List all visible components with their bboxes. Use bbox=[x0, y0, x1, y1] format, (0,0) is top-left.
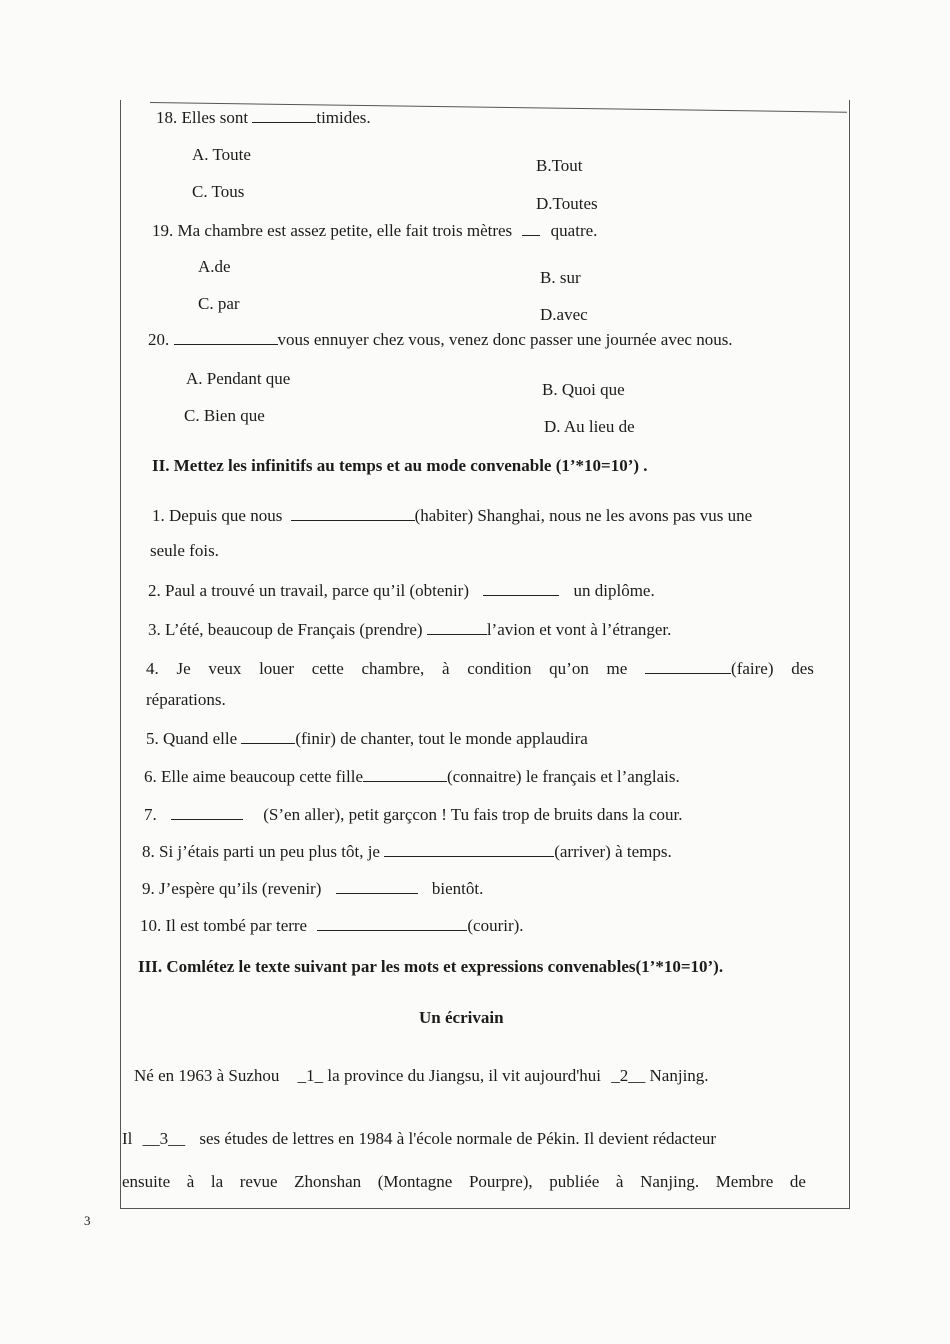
q20-option-c[interactable]: C. Bien que bbox=[184, 406, 265, 425]
q20-text-after: vous ennuyer chez vous, venez donc passer une journée avec nous. bbox=[277, 330, 733, 349]
q19-text-after: quatre. bbox=[550, 221, 598, 240]
q19-option-b[interactable]: B. sur bbox=[540, 268, 581, 287]
q18-text-before: Elles sont bbox=[181, 108, 249, 127]
q20-number: 20. bbox=[148, 330, 170, 349]
s2-item-1-cont: seule fois. bbox=[150, 541, 219, 560]
s2-item-2 bbox=[148, 581, 655, 601]
text-line-1-b: _1_ la province du Jiangsu, il vit aujourd'hui bbox=[297, 1066, 602, 1085]
s2-item-4-cont: réparations. bbox=[146, 690, 226, 709]
s2-item-6-text-a: 6. Elle aime beaucoup cette fille bbox=[144, 767, 364, 786]
question-18 bbox=[156, 108, 371, 128]
q19-option-a[interactable]: A.de bbox=[198, 257, 231, 276]
section-2-heading: II. Mettez les infinitifs au temps et au mode convenable (1’*10=10’) . bbox=[152, 456, 648, 475]
text-line-1-c: _2__ Nanjing. bbox=[611, 1066, 709, 1085]
s2-item-1 bbox=[152, 506, 752, 526]
s2-item-7 bbox=[144, 805, 682, 825]
s2-item-8 bbox=[142, 842, 672, 862]
s2-item-9 bbox=[142, 879, 483, 899]
s2-item-8-text-a: 8. Si j’étais parti un peu plus tôt, je bbox=[142, 842, 380, 861]
s2-item-5 bbox=[146, 729, 588, 749]
q20-option-a[interactable]: A. Pendant que bbox=[186, 369, 291, 388]
s2-item-3-blank[interactable] bbox=[427, 620, 487, 635]
s2-item-9-blank[interactable] bbox=[336, 879, 418, 894]
text-line-3-word: Zhonshan bbox=[294, 1172, 362, 1191]
s2-item-10-text-a: 10. Il est tombé par terre bbox=[140, 916, 308, 935]
s2-item-6 bbox=[144, 767, 680, 787]
q18-option-c[interactable]: C. Tous bbox=[192, 182, 245, 201]
s2-item-8-blank[interactable] bbox=[384, 842, 554, 857]
text-line-1-a: Né en 1963 à Suzhou bbox=[134, 1066, 280, 1085]
text-line-3-word: à bbox=[186, 1172, 195, 1191]
text-line-3-word: ensuite bbox=[122, 1172, 171, 1191]
q18-option-a[interactable]: A. Toute bbox=[192, 145, 251, 164]
s2-item-8-text-b: (arriver) à temps. bbox=[554, 842, 672, 861]
q19-blank[interactable] bbox=[522, 221, 540, 236]
s2-item-4-word: louer bbox=[259, 659, 295, 678]
text-line-3-word: à bbox=[615, 1172, 624, 1191]
s2-item-5-text-b: (finir) de chanter, tout le monde applaudira bbox=[295, 729, 588, 748]
text-line-2-a: Il bbox=[122, 1129, 133, 1148]
s2-item-2-text-a: 2. Paul a trouvé un travail, parce qu’il (obtenir) bbox=[148, 581, 469, 600]
text-line-1 bbox=[134, 1066, 709, 1086]
s2-item-10-text-b: (courir). bbox=[467, 916, 524, 935]
s2-item-3-text-a: 3. L’été, beaucoup de Français (prendre) bbox=[148, 620, 423, 639]
s2-item-4-word: des bbox=[791, 659, 814, 678]
s2-item-5-blank[interactable] bbox=[241, 729, 295, 744]
s2-item-2-text-b: un diplôme. bbox=[573, 581, 655, 600]
section-3-heading: III. Comlétez le texte suivant par les mots et expressions convenables(1’*10=10’). bbox=[138, 957, 724, 976]
s2-item-4-word: (faire) bbox=[731, 659, 774, 678]
s2-item-7-blank[interactable] bbox=[171, 805, 243, 820]
s2-item-10 bbox=[140, 916, 524, 936]
s2-item-10-blank[interactable] bbox=[317, 916, 467, 931]
s2-item-4-word: cette bbox=[311, 659, 344, 678]
s2-item-4-word: à bbox=[442, 659, 450, 678]
q20-option-d[interactable]: D. Au lieu de bbox=[544, 417, 635, 436]
s2-item-6-blank[interactable] bbox=[363, 767, 447, 782]
text-line-3-word: (Montagne bbox=[377, 1172, 453, 1191]
text-line-2 bbox=[122, 1129, 716, 1149]
s2-item-4-word: chambre, bbox=[361, 659, 425, 678]
q18-text-after: timides. bbox=[316, 108, 371, 127]
s2-item-7-text-a: 7. bbox=[144, 805, 157, 824]
s2-item-6-text-b: (connaitre) le français et l’anglais. bbox=[447, 767, 680, 786]
s2-item-4-word: condition bbox=[467, 659, 532, 678]
s2-item-3-text-b: l’avion et vont à l’étranger. bbox=[486, 620, 672, 639]
s2-item-4-word: veux bbox=[208, 659, 242, 678]
s2-item-2-blank[interactable] bbox=[483, 581, 559, 596]
s2-item-4-word: Je bbox=[176, 659, 191, 678]
s2-item-4-word: me bbox=[606, 659, 628, 678]
s2-item-3 bbox=[148, 620, 671, 640]
s2-item-4-blank[interactable] bbox=[645, 659, 731, 674]
q18-option-d[interactable]: D.Toutes bbox=[536, 194, 598, 213]
q19-option-c[interactable]: C. par bbox=[198, 294, 240, 313]
s2-item-1-blank[interactable] bbox=[291, 506, 415, 521]
s2-item-4-word: qu’on bbox=[549, 659, 589, 678]
s2-item-4 bbox=[146, 659, 814, 679]
s2-item-4-word: 4. bbox=[146, 659, 159, 678]
text-line-3-word: la bbox=[210, 1172, 224, 1191]
text-line-3-word: de bbox=[789, 1172, 806, 1191]
text-line-2-b: __3__ bbox=[142, 1129, 186, 1148]
q18-option-b[interactable]: B.Tout bbox=[536, 156, 583, 175]
q20-option-b[interactable]: B. Quoi que bbox=[542, 380, 625, 399]
question-19 bbox=[152, 221, 597, 241]
s2-item-9-text-b: bientôt. bbox=[431, 879, 484, 898]
text-line-2-c: ses études de lettres en 1984 à l'école normale de Pékin. Il devient rédacteur bbox=[199, 1129, 717, 1148]
s2-item-7-text-b: (S’en aller), petit garçcon ! Tu fais trop de bruits dans la cour. bbox=[263, 805, 683, 824]
q20-blank[interactable] bbox=[174, 330, 278, 345]
s2-item-1-text-b: (habiter) Shanghai, nous ne les avons pas vus une bbox=[414, 506, 753, 525]
text-title: Un écrivain bbox=[419, 1008, 504, 1027]
page-number: 3 bbox=[84, 1213, 91, 1228]
text-line-3-word: publiée bbox=[549, 1172, 600, 1191]
text-line-3-word: revue bbox=[239, 1172, 278, 1191]
q19-option-d[interactable]: D.avec bbox=[540, 305, 588, 324]
text-line-3 bbox=[122, 1172, 806, 1192]
text-line-3-word: Membre bbox=[715, 1172, 774, 1191]
s2-item-5-text-a: 5. Quand elle bbox=[146, 729, 238, 748]
question-20 bbox=[148, 330, 733, 350]
s2-item-9-text-a: 9. J’espère qu’ils (revenir) bbox=[142, 879, 322, 898]
text-line-3-word: Pourpre), bbox=[468, 1172, 533, 1191]
s2-item-1-text-a: 1. Depuis que nous bbox=[152, 506, 283, 525]
q18-blank[interactable] bbox=[252, 108, 316, 123]
q19-text-before: 19. Ma chambre est assez petite, elle fait trois mètres bbox=[152, 221, 513, 240]
text-line-3-word: Nanjing. bbox=[640, 1172, 700, 1191]
q18-number: 18. bbox=[156, 108, 178, 127]
